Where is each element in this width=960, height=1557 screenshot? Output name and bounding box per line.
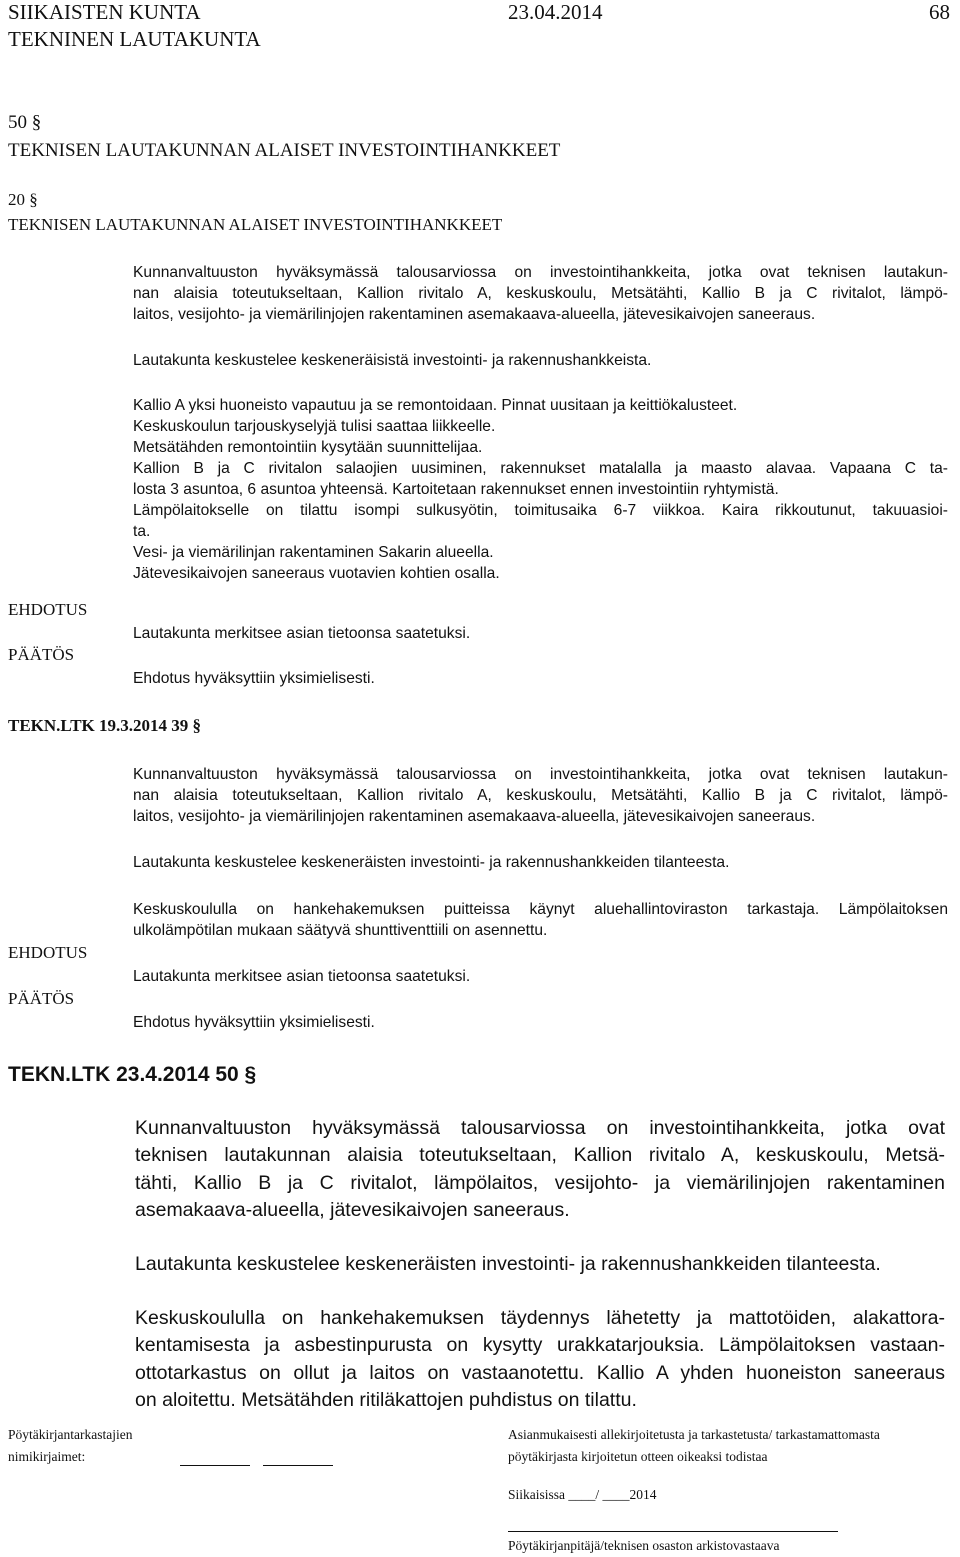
footer-inspectors-label-line1: Pöytäkirjantarkastajien (8, 1427, 133, 1442)
block3-status-line: on aloitettu. Metsätähden ritiläkattojen puhdistus on tilattu. (135, 1389, 637, 1412)
block1-intro-line: laitos, vesijohto- ja viemärilinjojen rakentaminen asemakaava-alueella, jätevesikaivojen saneeraus. (133, 306, 816, 323)
block1-item: Kallion B ja C rivitalon salaojien uusiminen, rakennukset matalalla ja maasto alavaa. Vapaana C ta- (133, 460, 948, 477)
block1-intro (133, 262, 948, 325)
block1-intro-line: Kunnanvaltuuston hyväksymässä talousarviossa on investointihankkeita, jotka ovat teknisen lautakun- (133, 264, 948, 281)
block2-intro-line: nan alaisia toteutukseltaan, Kallion rivitalo A, keskuskoulu, Metsätähti, Kallio B ja C rivitalot, lämpö- (133, 787, 948, 804)
block1-item: Vesi- ja viemärilinjan rakentaminen Sakarin alueella. (133, 544, 494, 561)
section-number: 50 § (8, 112, 42, 133)
block2-intro-line: laitos, vesijohto- ja viemärilinjojen rakentaminen asemakaava-alueella, jätevesikaivojen saneeraus. (133, 808, 816, 825)
block3-intro (135, 1115, 945, 1225)
block1-item: ta. (133, 523, 151, 540)
footer-inspectors-label-line2: nimikirjaimet: (8, 1449, 86, 1464)
block3-status (135, 1305, 945, 1415)
footer-signer: Pöytäkirjanpitäjä/teknisen osaston arkistovastaava (508, 1538, 780, 1553)
signature-line (508, 1531, 838, 1532)
block1-item: Jätevesikaivojen saneeraus vuotavien kohtien osalla. (133, 565, 500, 582)
block1-proposal: Lautakunta merkitsee asian tietoonsa saatetuksi. (133, 625, 471, 642)
footer-place-date: Siikaisissa ____/ ____2014 (508, 1487, 657, 1502)
block3-intro-line: teknisen lautakunnan alaisia toteutukseltaan, Kallion rivitalo A, keskuskoulu, Metsä- (135, 1144, 945, 1167)
block1-item: Kallio A yksi huoneisto vapautuu ja se remontoidaan. Pinnat uusitaan ja keittiökalusteet. (133, 397, 738, 414)
block3-status-line: Keskuskoululla on hankehakemuksen täydennys lähetetty ja mattotöiden, alakattora- (135, 1307, 945, 1329)
block1-item: Lämpölaitokselle on tilattu isompi sulkusyötin, toimitusaika 6-7 viikkoa. Kaira rikkoutunut, takuuasioi- (133, 502, 948, 519)
block2-decision: Ehdotus hyväksyttiin yksimielisesti. (133, 1014, 375, 1031)
block1-intro-line: nan alaisia toteutukseltaan, Kallion rivitalo A, keskuskoulu, Metsätähti, Kallio B ja C rivitalot, lämpö- (133, 285, 948, 302)
section-title: TEKNISEN LAUTAKUNNAN ALAISET INVESTOINTIHANKKEET (8, 140, 561, 161)
block2-proposal: Lautakunta merkitsee asian tietoonsa saatetuksi. (133, 968, 471, 985)
block3-intro-line: tähti, Kallio B ja C rivitalot, lämpölaitos, vesijohto- ja viemärilinjojen rakentaminen (135, 1171, 945, 1194)
block1-discussion: Lautakunta keskustelee keskeneräisistä investointi- ja rakennushankkeista. (133, 352, 652, 369)
block2-status-line: ulkolämpötilan mukaan säätyvä shunttiventtiili on asennettu. (133, 922, 548, 939)
block1-decision: Ehdotus hyväksyttiin yksimielisesti. (133, 670, 375, 687)
block1-item: Keskuskoulun tarjouskyselyjä tulisi saattaa liikkeelle. (133, 418, 496, 435)
subsection-title: TEKNISEN LAUTAKUNNAN ALAISET INVESTOINTIHANKKEET (8, 215, 503, 234)
board-name: TEKNINEN LAUTAKUNTA (8, 27, 261, 51)
block3-status-line: ottotarkastus on ollut ja laitos on vastaanotettu. Kallio A yhden huoneiston saneeraus (135, 1361, 945, 1384)
meeting-2-reference: TEKN.LTK 19.3.2014 39 § (8, 716, 202, 735)
block2-discussion: Lautakunta keskustelee keskeneräisten investointi- ja rakennushankkeiden tilanteesta. (133, 854, 730, 871)
block3-discussion: Lautakunta keskustelee keskeneräisten investointi- ja rakennushankkeiden tilanteesta. (135, 1253, 881, 1275)
block3-intro-line: asemakaava-alueella, jätevesikaivojen saneeraus. (135, 1199, 570, 1222)
subsection-number: 20 § (8, 190, 38, 209)
block2-decision-label: PÄÄTÖS (8, 989, 75, 1008)
block2-status-line: Keskuskoululla on hankehakemuksen puitteissa käynyt aluehallintoviraston tarkastaja. Lämpölaitoksen (133, 901, 948, 918)
document-date: 23.04.2014 (508, 0, 603, 24)
page-number: 68 (929, 0, 950, 24)
block2-intro (133, 764, 948, 827)
block2-proposal-label: EHDOTUS (8, 943, 88, 962)
block2-status (133, 899, 948, 941)
block1-item: losta 3 asuntoa, 6 asuntoa yhteensä. Kartoitetaan rakennukset ennen investointiin ryhtymistä. (133, 481, 779, 498)
block1-proposal-label: EHDOTUS (8, 600, 88, 619)
block1-item: Metsätähden remontointiin kysytään suunnittelijaa. (133, 439, 483, 456)
block1-items (133, 395, 948, 584)
block3-intro-line: Kunnanvaltuuston hyväksymässä talousarviossa on investointihankkeita, jotka ovat (135, 1117, 945, 1139)
block1-decision-label: PÄÄTÖS (8, 645, 75, 664)
inspector-initials-line-2 (263, 1465, 333, 1466)
meeting-3-reference: TEKN.LTK 23.4.2014 50 § (8, 1063, 257, 1086)
block3-status-line: kentamisesta ja asbestinpurusta on kysytty urakkatarjouksia. Lämpölaitoksen vastaan- (135, 1334, 945, 1357)
inspector-initials-line-1 (180, 1465, 250, 1466)
footer-certify-line1: Asianmukaisesti allekirjoitetusta ja tarkastetusta/ tarkastamattomasta (508, 1427, 880, 1442)
block2-intro-line: Kunnanvaltuuston hyväksymässä talousarviossa on investointihankkeita, jotka ovat teknisen lautakun- (133, 766, 948, 783)
footer-certify-line2: pöytäkirjasta kirjoitetun otteen oikeaksi todistaa (508, 1449, 768, 1464)
org-name: SIIKAISTEN KUNTA (8, 0, 201, 24)
